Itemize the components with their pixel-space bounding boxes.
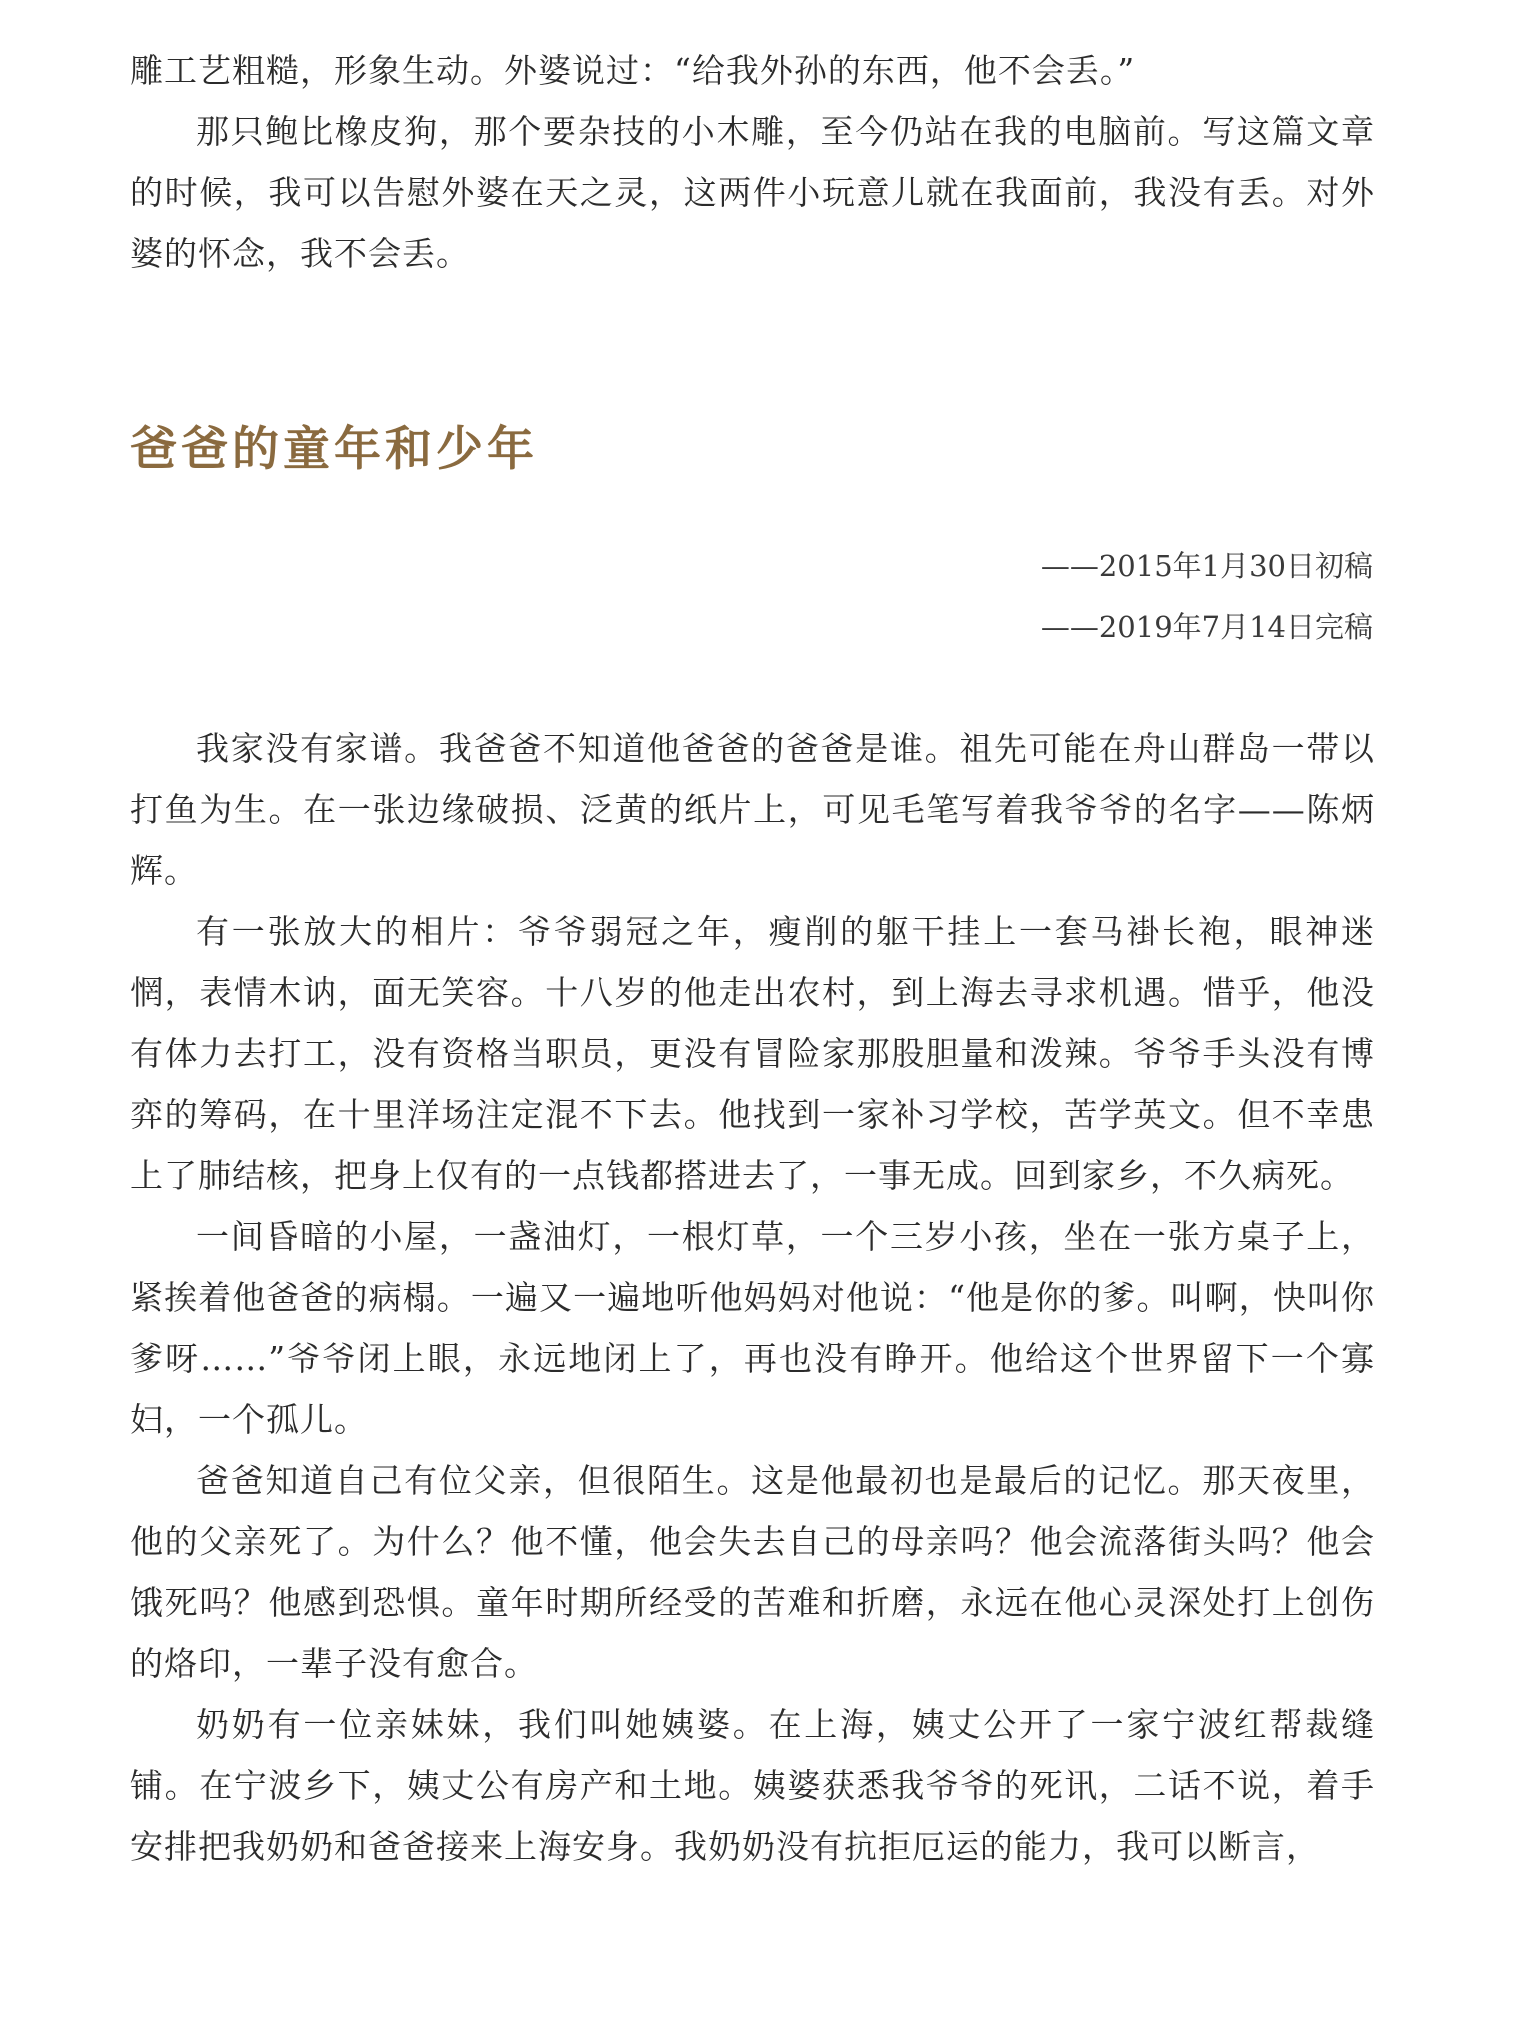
article-body	[130, 718, 1375, 1877]
article-title: 爸爸的童年和少年	[130, 422, 538, 477]
paragraph: 我家没有家谱。我爸爸不知道他爸爸的爸爸是谁。祖先可能在舟山群岛一带以打鱼为生。在一张边缘破损、泛黄的纸片上，可见毛笔写着我爷爷的名字——陈炳辉。	[130, 729, 1375, 890]
final-draft-date: ——2019年7月14日完稿	[1040, 610, 1373, 644]
paragraph: 有一张放大的相片：爷爷弱冠之年，瘦削的躯干挂上一套马褂长袍，眼神迷惘，表情木讷，面无笑容。十八岁的他走出农村，到上海去寻求机遇。惜乎，他没有体力去打工，没有资格当职员，更没有冒险家那股胆量和泼辣。爷爷手头没有博弈的筹码，在十里洋场注定混不下去。他找到一家补习学校，苦学英文。但不幸患上了肺结核，把身上仅有的一点钱都搭进去了，一事无成。回到家乡，不久病死。	[130, 912, 1375, 1195]
paragraph: 爸爸知道自己有位父亲，但很陌生。这是他最初也是最后的记忆。那天夜里，他的父亲死了。为什么？他不懂，他会失去自己的母亲吗？他会流落街头吗？他会饿死吗？他感到恐惧。童年时期所经受的苦难和折磨，永远在他心灵深处打上创伤的烙印，一辈子没有愈合。	[130, 1461, 1375, 1683]
paragraph: 雕工艺粗糙，形象生动。外婆说过：“给我外孙的东西，他不会丢。”	[130, 51, 1136, 90]
first-draft-date: ——2015年1月30日初稿	[1040, 549, 1373, 583]
paragraph: 奶奶有一位亲妹妹，我们叫她姨婆。在上海，姨丈公开了一家宁波红帮裁缝铺。在宁波乡下，姨丈公有房产和土地。姨婆获悉我爷爷的死讯，二话不说，着手安排把我奶奶和爸爸接来上海安身。我奶奶没有抗拒厄运的能力，我可以断言，	[130, 1705, 1375, 1866]
previous-section-text	[130, 40, 1375, 284]
draft-dates	[1041, 536, 1373, 658]
paragraph: 一间昏暗的小屋，一盏油灯，一根灯草，一个三岁小孩，坐在一张方桌子上，紧挨着他爸爸的病榻。一遍又一遍地听他妈妈对他说：“他是你的爹。叫啊，快叫你爹呀……”爷爷闭上眼，永远地闭上了，再也没有睁开。他给这个世界留下一个寡妇，一个孤儿。	[130, 1217, 1375, 1439]
paragraph: 那只鲍比橡皮狗，那个要杂技的小木雕，至今仍站在我的电脑前。写这篇文章的时候，我可以告慰外婆在天之灵，这两件小玩意儿就在我面前，我没有丢。对外婆的怀念，我不会丢。	[130, 112, 1375, 273]
